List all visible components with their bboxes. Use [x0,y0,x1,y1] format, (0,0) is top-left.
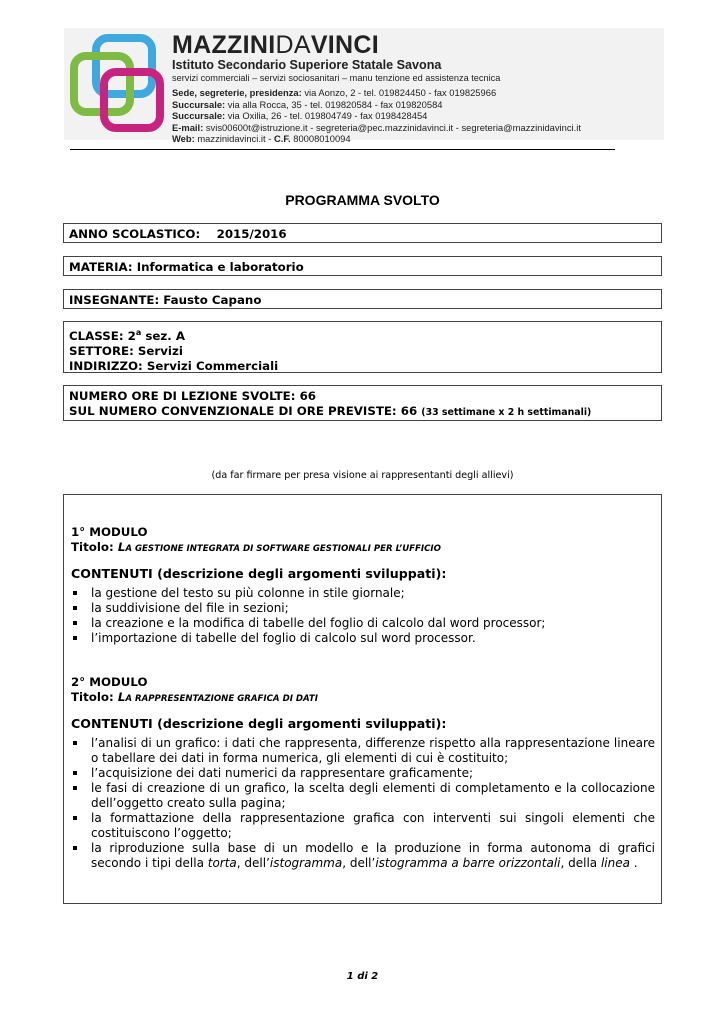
module-1-heading: 1° MODULO [71,525,148,539]
contact-line-branch1: Succursale: via alla Rocca, 35 - tel. 019820584 - fax 019820584 [172,98,443,110]
module-1-list [71,586,655,646]
school-subtitle: Istituto Secondario Superiore Statale Savona [172,58,442,72]
address-line: INDIRIZZO: Servizi Commerciali [69,358,279,373]
page-number: 1 di 2 [346,971,379,982]
hours-done: NUMERO ORE DI LEZIONE SVOLTE: 66 [69,389,316,403]
contact-line-web: Web: mazzinidavinci.it - C.F. 80008010094 [172,133,351,145]
hours-box [63,385,662,421]
hours-planned: SUL NUMERO CONVENZIONALE DI ORE PREVISTE: 66 (33 settimane x 2 h settimanali) [69,404,592,418]
sector-line: SETTORE: Servizi [69,343,183,358]
list-item: l’analisi di un grafico: i dati che rappresenta, differenze rispetto alla rappresentazione lineare o tabellare dei dati in forma numerica, gli elementi di cui è costituito; [71,736,655,766]
school-services: servizi commerciali – servizi sociosanitari – manu tenzione ed assistenza tecnica [172,73,501,83]
modules-box [63,494,662,904]
list-item: la formattazione della rappresentazione grafica con interventi sui singoli elementi che costituiscono l’oggetto; [71,811,655,841]
letterhead-text [172,32,662,145]
module-1-title: Titolo: LA GESTIONE INTEGRATA DI SOFTWARE GESTIONALI PER L’UFFICIO [71,540,441,554]
contact-line-email: E-mail: svis00600t@istruzione.it - segreteria@pec.mazzinidavinci.it - segreteria@mazzinidavinci.it [172,121,581,133]
contact-line-branch2: Succursale: via Oxilia, 26 - tel. 019804749 - fax 0198428454 [172,110,428,122]
school-logo [68,34,168,134]
list-item: la riproduzione sulla base di un modello e la produzione in forma autonoma di grafici secondo i tipi della torta, dell’istogramma, dell’istogramma a barre orizzontali, della linea . [71,841,655,871]
class-line: CLASSE: 2$^a$ sez. A [69,328,185,343]
module-2-title: Titolo: LA RAPPRESENTAZIONE GRAFICA DI DATI [71,690,318,704]
header-divider [70,149,615,150]
list-item: l’importazione di tabelle del foglio di calcolo sul word processor. [71,631,655,646]
module-1-contents-label: CONTENUTI (descrizione degli argomenti sviluppati): [71,566,447,581]
module-2-heading: 2° MODULO [71,675,148,689]
letterhead [64,28,664,145]
page-title: PROGRAMMA SVOLTO [285,192,440,208]
year-box: ANNO SCOLASTICO: 2015/2016 [63,223,662,243]
signature-note: (da far firmare per presa visione ai rappresentanti degli allievi) [211,470,514,481]
module-2-list [71,736,655,871]
subject-box: MATERIA: Informatica e laboratorio [63,256,662,276]
module-2-contents-label: CONTENUTI (descrizione degli argomenti sviluppati): [71,716,447,731]
class-box [63,321,662,373]
list-item: la suddivisione del file in sezioni; [71,601,655,616]
modules-content [71,525,655,871]
school-name: MAZZINIDAVINCI [172,31,379,59]
list-item: le fasi di creazione di un grafico, la scelta degli elementi di completamento e la collocazione dell’oggetto creato sulla pagina; [71,781,655,811]
list-item: la gestione del testo su più colonne in stile giornale; [71,586,655,601]
list-item: l’acquisizione dei dati numerici da rappresentare graficamente; [71,766,655,781]
list-item: la creazione e la modifica di tabelle del foglio di calcolo dal word processor; [71,616,655,631]
contact-line-main: Sede, segreterie, presidenza: via Aonzo, 2 - tel. 019824450 - fax 019825966 [172,87,497,98]
teacher-box: INSEGNANTE: Fausto Capano [63,289,662,309]
